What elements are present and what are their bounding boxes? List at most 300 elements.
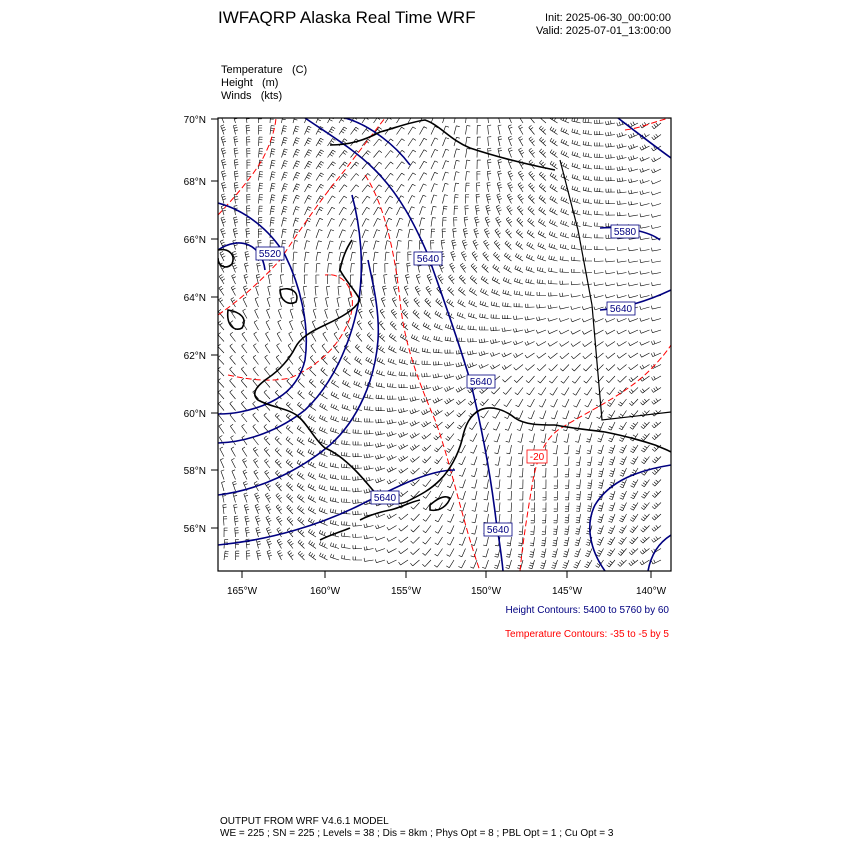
wind-barb-icon (538, 388, 546, 396)
wind-barb-icon (243, 297, 247, 307)
wind-barb-icon (553, 445, 558, 454)
wind-barb-icon (508, 125, 512, 135)
wind-barb-icon (242, 332, 247, 341)
wind-barb-icon (399, 372, 408, 376)
wind-barb-icon (286, 460, 293, 469)
wind-barb-icon (231, 447, 236, 457)
wind-barb-icon (420, 138, 428, 146)
wind-barb-icon (456, 387, 466, 393)
wind-barb-icon (431, 172, 438, 180)
wind-barb-icon (435, 526, 443, 534)
wind-barb-icon (276, 505, 282, 514)
wind-barb-icon (640, 376, 649, 381)
wind-barb-icon (339, 173, 347, 180)
wind-barb-icon (515, 266, 523, 273)
height-contour-label (484, 523, 512, 536)
wind-barb-icon (235, 528, 239, 537)
wind-barb-icon (320, 553, 328, 560)
wind-barb-icon (277, 550, 282, 560)
wind-barb-icon (582, 306, 592, 309)
wind-barb-icon (353, 523, 362, 527)
wind-barb-icon (362, 151, 371, 158)
wind-barb-icon (431, 161, 438, 169)
wind-barb-icon (560, 268, 569, 272)
wind-barb-icon (518, 194, 524, 203)
wind-barb-icon (353, 453, 362, 457)
wind-barb-icon (503, 302, 512, 307)
wind-barb-icon (328, 230, 335, 238)
wind-barb-icon (652, 134, 661, 140)
wind-barb-icon (618, 399, 626, 406)
wind-barb-icon (288, 539, 294, 548)
wind-barb-icon (641, 422, 650, 429)
wind-barb-icon (431, 126, 438, 134)
lon-label: 140°W (635, 586, 667, 597)
wind-barb-icon (565, 480, 569, 489)
wind-barb-icon (605, 319, 615, 323)
wind-barb-icon (397, 207, 404, 215)
wind-barb-icon (335, 320, 339, 330)
wind-barb-icon (221, 125, 226, 135)
wind-barb-icon (445, 398, 454, 404)
wind-barb-icon (339, 162, 347, 169)
wind-barb-icon (531, 468, 535, 477)
wind-barb-icon (278, 309, 281, 319)
wind-barb-icon (640, 157, 650, 161)
wind-barb-icon (423, 480, 431, 487)
wind-barb-icon (506, 434, 512, 443)
wind-barb-icon (652, 158, 662, 162)
wind-barb-icon (576, 514, 581, 523)
wind-barb-icon (530, 537, 535, 546)
wind-barb-icon (640, 168, 650, 172)
wind-barb-icon (277, 344, 282, 354)
wind-barb-icon (384, 275, 388, 284)
wind-barb-icon (224, 551, 229, 560)
valid-time: Valid: 2025-07-01_13:00:00 (536, 25, 671, 37)
wind-barb-icon (244, 504, 249, 514)
wind-barb-icon (571, 281, 580, 285)
wind-barb-icon (282, 149, 288, 158)
wind-barb-icon (431, 184, 438, 192)
wind-barb-icon (366, 357, 374, 365)
wind-barb-icon (483, 468, 488, 477)
wind-barb-icon (466, 172, 471, 181)
wind-barb-icon (551, 399, 558, 407)
wind-barb-icon (342, 416, 351, 422)
wind-barb-icon (571, 294, 581, 297)
wind-barb-icon (514, 303, 523, 307)
wind-barb-icon (287, 367, 293, 376)
wind-barb-icon (401, 322, 408, 330)
wind-barb-icon (549, 243, 558, 249)
wind-barb-icon (411, 514, 420, 521)
wind-barb-icon (472, 503, 477, 512)
wind-barb-icon (630, 514, 638, 522)
wind-barb-icon (410, 409, 420, 414)
wind-barb-icon (415, 286, 420, 296)
wind-barb-icon (305, 264, 309, 273)
wind-barb-icon (330, 463, 339, 468)
wind-barb-icon (270, 149, 275, 158)
wind-barb-icon (375, 478, 385, 483)
wind-barb-icon (583, 187, 592, 192)
wind-barb-icon (506, 560, 512, 569)
height-contour-label (256, 247, 284, 260)
wind-barb-icon (321, 367, 328, 376)
wind-barb-icon (377, 345, 385, 353)
field-height-name: Height (221, 77, 253, 89)
wind-barb-icon (369, 309, 373, 319)
wind-barb-icon (267, 309, 271, 319)
wind-barb-icon (316, 218, 323, 226)
wind-barb-icon (420, 184, 427, 192)
wind-barb-icon (221, 194, 226, 204)
wind-barb-icon (651, 181, 661, 185)
wind-barb-icon (565, 457, 569, 466)
temperature-contour-label (527, 450, 547, 463)
wind-barb-icon (453, 229, 457, 238)
wind-barb-icon (519, 468, 523, 477)
wind-barb-icon (514, 316, 523, 320)
wind-barb-icon (483, 252, 489, 261)
wind-barb-icon (344, 356, 351, 364)
wind-barb-icon (219, 286, 224, 295)
wind-barb-icon (502, 365, 511, 370)
wind-barb-icon (463, 228, 468, 238)
wind-barb-icon (265, 344, 270, 353)
wind-barb-icon (606, 154, 615, 158)
wind-barb-icon (255, 297, 258, 307)
lat-label: 56°N (183, 524, 206, 535)
wind-barb-icon (640, 388, 649, 394)
wind-barb-icon (457, 312, 465, 318)
wind-barb-icon (538, 255, 547, 261)
wind-barb-icon (518, 434, 523, 443)
wind-barb-icon (330, 509, 339, 514)
wind-barb-icon (508, 148, 512, 158)
wind-barb-icon (506, 229, 512, 238)
wind-barb-icon (537, 267, 546, 272)
wind-barb-icon (629, 213, 639, 217)
wind-barb-icon (606, 365, 615, 371)
wind-barb-icon (481, 411, 489, 419)
wind-barb-icon (265, 355, 270, 364)
wind-barb-icon (652, 514, 661, 520)
wind-barb-icon (583, 210, 592, 215)
wind-barb-icon (583, 270, 592, 274)
wind-barb-icon (595, 154, 604, 158)
wind-barb-icon (507, 457, 512, 466)
wind-barb-icon (496, 480, 501, 489)
lat-label: 66°N (183, 235, 206, 246)
wind-barb-icon (333, 344, 339, 353)
temperature-contour-label-text: -20 (529, 452, 545, 463)
wind-barb-icon (458, 300, 466, 308)
wind-barb-icon (311, 344, 316, 353)
wind-barb-icon (565, 491, 569, 500)
wind-barb-icon (308, 449, 316, 456)
wind-barb-icon (353, 511, 362, 515)
wind-barb-icon (254, 459, 259, 469)
wind-barb-icon (319, 530, 327, 537)
wind-barb-icon (387, 537, 397, 541)
wind-barb-icon (598, 480, 603, 489)
wind-barb-icon (391, 309, 397, 318)
wind-barb-icon (422, 434, 431, 440)
wind-barb-icon (305, 161, 312, 169)
wind-barb-icon (308, 438, 316, 445)
wind-barb-icon (219, 298, 224, 307)
wind-barb-icon (620, 503, 627, 511)
wind-barb-icon (584, 388, 592, 396)
wind-barb-icon (527, 242, 535, 250)
wind-barb-icon (282, 195, 288, 204)
wind-barb-icon (530, 526, 534, 535)
wind-barb-icon (342, 521, 351, 525)
wind-barb-icon (537, 279, 546, 284)
wind-barb-icon (350, 275, 354, 284)
wind-barb-icon (330, 486, 339, 491)
wind-barb-icon (246, 217, 250, 226)
field-height-unit: (m) (261, 77, 279, 89)
wind-barb-icon (561, 208, 569, 215)
wind-barb-icon (309, 541, 316, 549)
map-title: IWFAQRP Alaska Real Time WRF (218, 8, 476, 27)
wind-barb-icon (218, 321, 224, 330)
wind-barb-icon (498, 171, 502, 181)
wind-barb-icon (399, 396, 408, 400)
wind-barb-icon (293, 172, 300, 180)
wind-barb-icon (468, 313, 477, 319)
wind-barb-icon (423, 526, 431, 533)
wind-barb-icon (313, 309, 316, 319)
lon-label: 165°W (226, 586, 258, 597)
wind-barb-icon (253, 367, 259, 376)
lon-label: 145°W (551, 586, 583, 597)
wind-barb-icon (454, 149, 460, 158)
wind-barb-icon (571, 319, 581, 322)
wind-barb-icon (270, 172, 276, 181)
wind-barb-icon (651, 560, 661, 564)
wind-barb-icon (376, 382, 385, 387)
wind-barb-icon (241, 413, 247, 422)
wind-barb-icon (385, 263, 389, 272)
wind-barb-icon (219, 275, 225, 285)
wind-barb-icon (282, 184, 288, 193)
wind-barb-icon (304, 275, 308, 284)
wind-barb-icon (583, 342, 592, 347)
wind-barb-icon (529, 148, 535, 157)
wind-barb-icon (353, 557, 362, 561)
wind-barb-icon (459, 526, 465, 535)
wind-barb-icon (399, 384, 408, 388)
wind-barb-icon (364, 465, 374, 470)
wind-barb-icon (629, 201, 639, 205)
wind-barb-icon (548, 305, 558, 309)
wind-barb-icon (459, 537, 466, 545)
wind-barb-icon (435, 537, 443, 545)
wind-barb-icon (488, 137, 492, 146)
wind-barb-icon (609, 445, 615, 453)
wind-barb-icon (585, 549, 592, 557)
wind-barb-icon (491, 302, 500, 307)
wind-barb-icon (458, 287, 465, 295)
wind-barb-icon (518, 159, 524, 169)
wind-barb-icon (537, 304, 546, 308)
wind-barb-icon (529, 549, 534, 558)
wind-barb-icon (339, 127, 347, 135)
wind-barb-icon (640, 353, 650, 357)
wind-barb-icon (364, 535, 374, 539)
wind-barb-icon (519, 480, 523, 489)
wind-barb-icon (387, 396, 396, 400)
height-contour (218, 195, 361, 443)
wind-barb-icon (583, 153, 592, 158)
wind-barb-icon (630, 422, 638, 429)
wind-barb-icon (408, 127, 416, 135)
wind-barb-icon (443, 206, 448, 215)
wind-barb-icon (608, 514, 615, 522)
wind-barb-icon (328, 275, 332, 284)
wind-barb-icon (447, 526, 454, 534)
wind-barb-icon (480, 399, 489, 406)
wind-barb-icon (374, 230, 381, 238)
wind-barb-icon (552, 422, 558, 431)
wind-barb-icon (308, 507, 316, 515)
wind-barb-icon (564, 537, 569, 546)
wind-barb-icon (480, 314, 489, 319)
wind-barb-icon (561, 139, 569, 146)
wind-barb-icon (339, 241, 345, 250)
wind-barb-icon (587, 445, 592, 454)
wind-barb-icon (328, 173, 336, 180)
wind-barb-icon (316, 173, 324, 181)
lon-label: 150°W (470, 586, 502, 597)
wind-barb-icon (434, 445, 442, 452)
wind-barb-icon (293, 149, 300, 157)
wind-barb-icon (587, 491, 592, 500)
wind-barb-icon (640, 202, 650, 205)
wind-barb-icon (519, 503, 523, 512)
wind-barb-icon (431, 218, 436, 227)
wind-barb-icon (484, 514, 489, 523)
wind-barb-icon (454, 217, 458, 226)
wind-barb-icon (460, 263, 466, 272)
wind-barb-icon (314, 298, 317, 308)
wind-barb-icon (316, 184, 324, 192)
wind-barb-icon (583, 175, 592, 180)
wind-barb-icon (309, 391, 316, 399)
wind-barb-icon (270, 195, 275, 204)
wind-barb-icon (539, 126, 546, 135)
wind-barb-icon (572, 140, 581, 146)
wind-barb-icon (459, 275, 465, 284)
wind-barb-icon (270, 218, 275, 227)
wind-barb-icon (431, 115, 438, 123)
wind-barb-icon (620, 468, 627, 476)
wind-barb-icon (640, 318, 650, 321)
wind-barb-icon (477, 126, 481, 135)
wind-barb-icon (319, 507, 327, 514)
wind-barb-icon (282, 218, 287, 227)
wind-barb-icon (353, 465, 362, 469)
wind-barb-icon (305, 229, 311, 238)
wind-barb-icon (377, 358, 385, 365)
coastline (228, 310, 244, 329)
wind-barb-icon (328, 241, 334, 250)
wind-barb-icon (331, 392, 339, 399)
wind-barb-icon (495, 229, 501, 238)
wind-barb-icon (408, 241, 412, 250)
wind-barb-icon (651, 192, 661, 195)
wind-barb-icon (487, 183, 491, 193)
wind-barb-icon (502, 328, 512, 332)
wind-barb-icon (553, 526, 558, 535)
wind-barb-icon (454, 183, 459, 192)
wind-barb-icon (319, 462, 328, 468)
wind-barb-icon (594, 120, 603, 124)
wind-barb-icon (481, 276, 488, 284)
wind-barb-icon (293, 114, 299, 123)
wind-barb-icon (374, 252, 379, 261)
wind-barb-icon (598, 514, 604, 523)
wind-barb-icon (342, 392, 350, 399)
wind-barb-icon (652, 491, 661, 498)
wind-barb-icon (619, 422, 627, 430)
wind-barb-icon (221, 470, 224, 480)
wind-barb-icon (503, 277, 511, 284)
wind-barb-icon (487, 171, 491, 180)
wind-barb-icon (608, 537, 615, 545)
wind-barb-icon (358, 309, 362, 319)
height-contours-note: Height Contours: 5400 to 5760 by 60 (505, 605, 669, 616)
wind-barb-icon (278, 320, 282, 330)
wind-barb-icon (617, 212, 626, 216)
wind-barb-icon (397, 139, 405, 146)
wind-barb-icon (459, 480, 465, 489)
wind-barb-icon (606, 189, 615, 193)
wind-barb-icon (297, 483, 304, 491)
wind-barb-icon (464, 217, 468, 226)
wind-barb-icon (574, 549, 580, 558)
wind-barb-icon (493, 264, 500, 272)
wind-barb-icon (538, 243, 546, 250)
wind-barb-icon (606, 270, 615, 274)
wind-barb-icon (583, 199, 592, 204)
wind-barb-icon (266, 516, 271, 526)
wind-barb-icon (230, 344, 236, 353)
wind-barb-icon (246, 551, 250, 560)
wind-barb-icon (399, 359, 408, 365)
height-contour (618, 118, 671, 158)
wind-barb-icon (389, 346, 397, 353)
wind-barb-icon (305, 138, 312, 146)
wind-barb-icon (640, 330, 650, 333)
wind-barb-icon (420, 115, 427, 123)
height-contour-label-text: 5640 (373, 493, 397, 504)
wind-barb-icon (443, 138, 450, 146)
wind-barb-icon (475, 206, 479, 216)
wind-barb-icon (469, 288, 477, 296)
wind-barb-icon (490, 352, 500, 356)
wind-barb-icon (466, 195, 470, 204)
wind-barb-icon (435, 549, 443, 557)
wind-barb-icon (277, 539, 282, 549)
wind-barb-icon (356, 332, 362, 341)
wind-barb-icon (293, 126, 299, 135)
wind-barb-icon (630, 526, 638, 533)
